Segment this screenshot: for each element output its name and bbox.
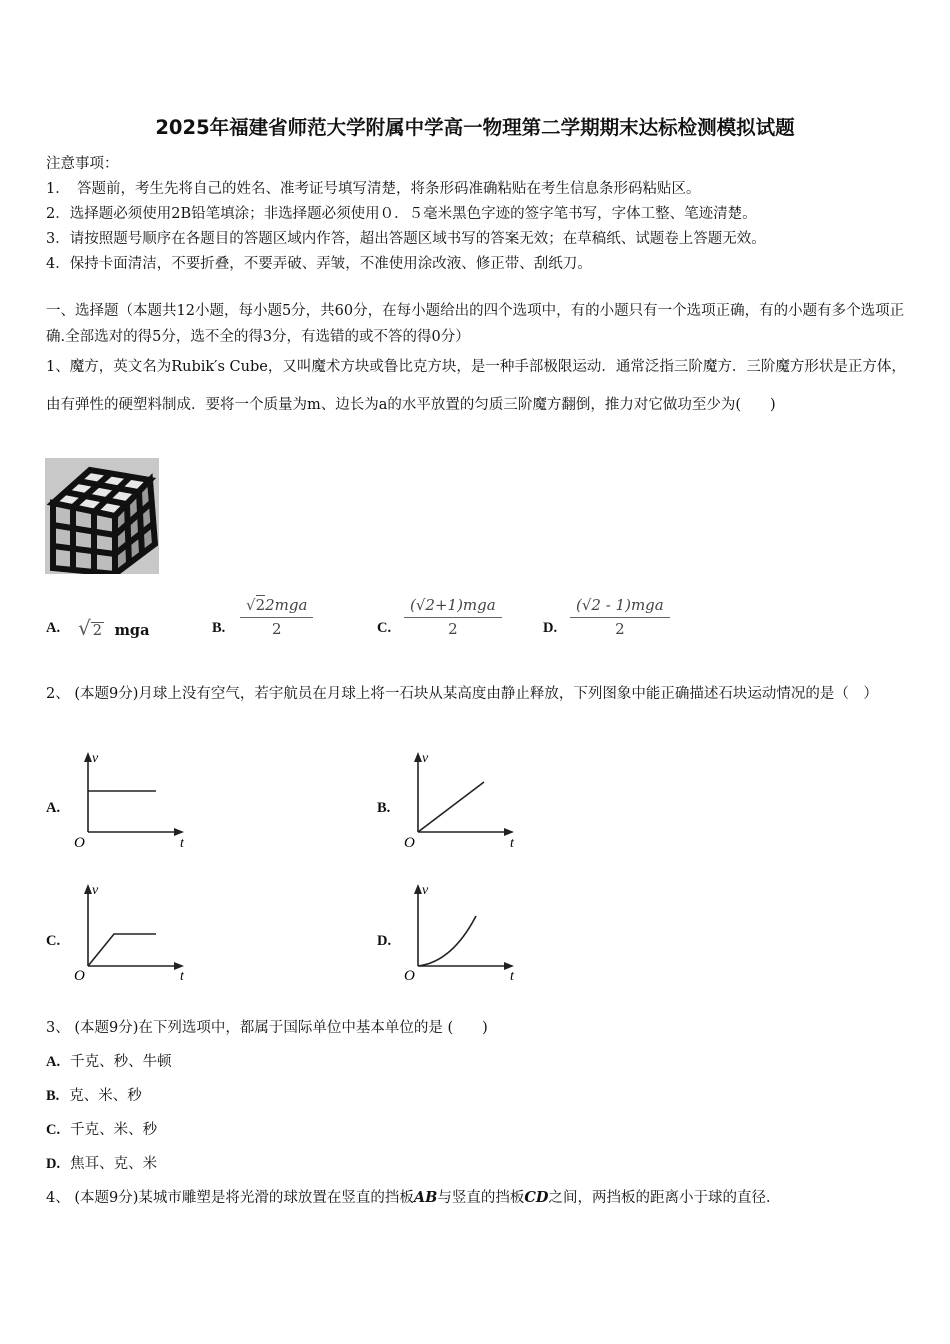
q2-graph-c-origin: O [74,968,85,982]
q1-option-a-text: mga [114,622,150,639]
notice-item-3: 3．请按照题号顺序在各题目的答题区域内作答，超出答题区域书写的答案无效；在草稿纸、试题卷上答题无效。 [46,231,766,247]
notice-heading: 注意事项： [46,156,119,172]
page-title: 2025年福建省师范大学附属中学高一物理第二学期期末达标检测模拟试题 [155,116,795,139]
q2-graph-d-t-label: t [510,969,514,982]
q4-ab: AB [413,1189,438,1206]
q2-option-c-label: C. [46,933,61,949]
q3-option-c: C. 千克、米、秒 [46,1122,158,1138]
q1-option-b-label: B. [212,620,226,636]
q2-graph-d-v-label: v [422,883,429,898]
q1-option-d-label: D. [543,620,558,636]
q2-graph-c [72,880,190,982]
notice-item-1: 1． 答题前，考生先将自己的姓名、准考证号填写清楚，将条形码准确粘贴在考生信息条形码粘贴区。 [46,181,701,197]
q1-option-d-numerator: (√2 - 1)mga [576,596,664,614]
q2-graph-a-t-label: t [180,836,184,850]
q1-option-d-fraction [570,596,670,638]
q1-option-b-numerator: 2mga [265,596,308,614]
q1-option-d-denominator: 2 [615,620,625,638]
question-2-text: 2、 (本题9分)月球上没有空气，若宇航员在月球上将一石块从某高度由静止释放，下列图象中能正确描述石块运动情况的是（ ） [46,686,878,702]
q2-graph-d-origin: O [404,968,415,982]
q2-option-b-label: B. [377,800,391,816]
q2-graph-b-origin: O [404,835,415,850]
question-3-text: 3、 (本题9分)在下列选项中，都属于国际单位中基本单位的是 ( ) [46,1020,488,1036]
q1-option-b-denominator: 2 [271,620,282,638]
q2-option-a-label: A. [46,800,61,816]
q1-option-c-denominator: 2 [448,620,458,638]
q1-option-c-fraction [404,596,502,638]
q3-option-b: B. 克、米、秒 [46,1088,142,1104]
q1-option-a-label: A. [46,620,61,636]
q3-option-d: D. 焦耳、克、米 [46,1156,158,1172]
q2-graph-b-t-label: t [510,836,514,850]
q2-option-d-label: D. [377,933,392,949]
q1-option-b-root: 2 [255,596,266,614]
question-1-text: 1、魔方，英文名为Rubik′s Cube，又叫魔术方块或鲁比克方块，是一种手部极限运动．通常泛指三阶魔方．三阶魔方形状是正方体，由有弹性的硬塑料制成．要将一个质量为m、边长为a的水平放置的匀质三阶魔方翻倒，推力对它做功至少为( ) [46,359,906,413]
q1-option-a-root: 2 [92,623,102,639]
q2-graph-c-v-label: v [92,883,99,898]
q1-option-a-expr: √ 2 mga [78,616,150,640]
q1-option-c-label: C. [377,620,392,636]
section-heading: 一、选择题（本题共12小题，每小题5分，共60分，在每小题给出的四个选项中，有的小题只有一个选项正确，有的小题有多个选项正确.全部选对的得5分，选不全的得3分，有选错的或不答的得0分） [46,303,905,345]
q1-option-c-numerator: (√2+1)mga [410,596,496,614]
q2-graph-d [402,880,520,982]
q2-graph-a-v-label: v [92,751,99,766]
q2-graph-a-origin: O [74,835,85,850]
q2-graph-a [72,748,190,850]
notice-item-4: 4．保持卡面清洁，不要折叠，不要弄破、弄皱，不准使用涂改液、修正带、刮纸刀。 [46,256,592,272]
question-4-text: 4、 (本题9分)某城市雕塑是将光滑的球放置在竖直的挡板AB与竖直的挡板CD之间，两挡板的距离小于球的直径． [46,1189,781,1206]
q1-option-b-fraction: √22mga 2 [240,596,313,638]
q3-option-a: A. 千克、秒、牛顿 [46,1054,172,1070]
q2-graph-c-t-label: t [180,969,184,982]
rubiks-cube-image [45,458,159,574]
q2-graph-b-v-label: v [422,751,429,766]
q2-graph-b [402,748,520,850]
q4-cd: CD [524,1189,549,1206]
notice-item-2: 2．选择题必须使用2B铅笔填涂；非选择题必须使用０．５毫米黑色字迹的签字笔书写，字体工整、笔迹清楚。 [46,206,757,222]
